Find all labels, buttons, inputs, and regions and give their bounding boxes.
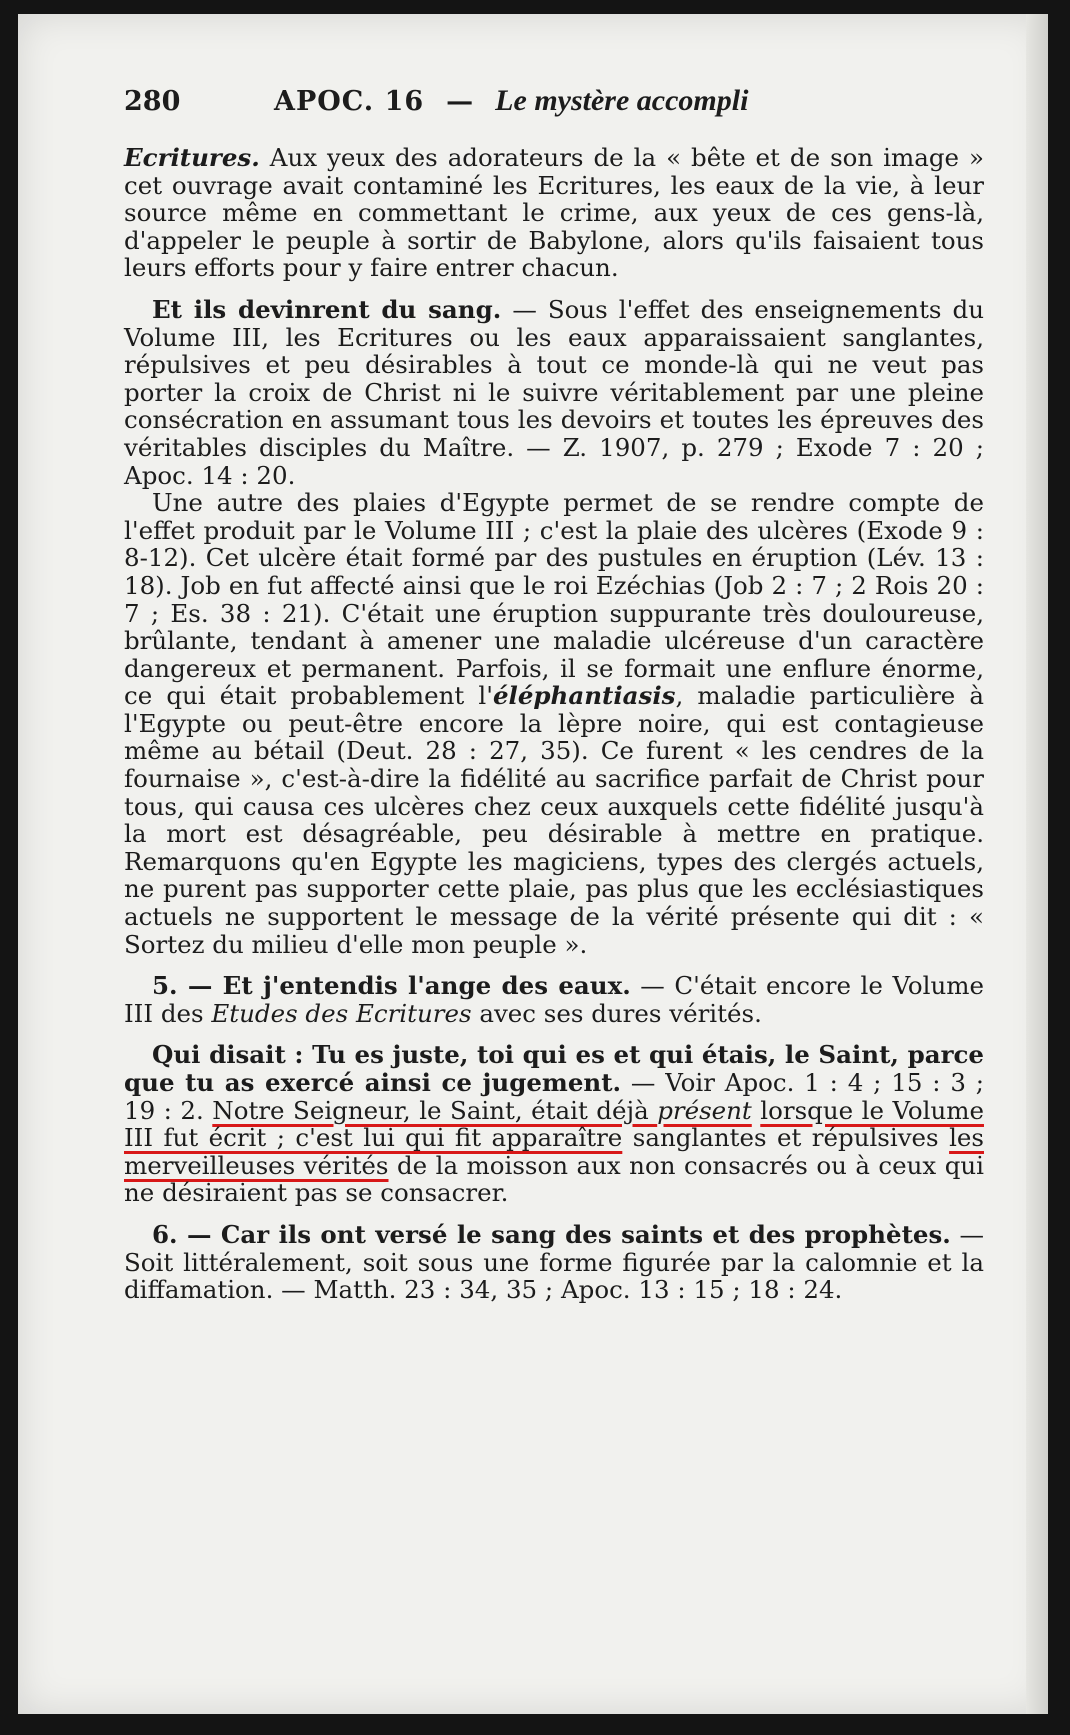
page-number: 280 [124, 86, 181, 117]
paragraph-plaie-ulceres [124, 489, 984, 958]
verse-lead: 6. — Car ils ont versé le sang des saints et des prophètes. [152, 1219, 951, 1249]
lead-ecritures: Ecritures. [124, 143, 260, 172]
paragraph-text: , maladie particulière à l'Egypte ou peut-être encore la lèpre noire, qui est contagieuse même au bétail (Deut. 28 : 27, 35). Ce furent « les cendres de la fournaise », c'est-à-dire la fidélité au sacrifice parfait de Christ pour tous, qui causa ces ulcères chez ceux auxquels cette fidélité jusqu'à la mort est désagréable, peu désirable à mettre en pratique. Remarquons qu'en Egypte les magiciens, types des clergés actuels, ne purent pas supporter cette plaie, pas plus que les ecclésiastiques actuels ne supportent le message de la vérité présente qui dit : « Sortez du milieu d'elle mon peuple ». [124, 681, 985, 959]
paragraph-text: avec ses dures vérités. [471, 998, 762, 1028]
paragraph-verse-6 [124, 1221, 984, 1304]
book-reference: APOC. 16 [274, 86, 425, 117]
paragraph-qui-disait [124, 1041, 984, 1207]
verse-lead: Et ils devinrent du sang. [152, 294, 502, 324]
paragraph-text: — Soit littéralement, soit sous une forme figurée par la calomnie et la diffamation. — Matth. 23 : 34, 35 ; Apoc. 13 : 15 ; 18 : 24. [124, 1219, 984, 1305]
term-elephantiasis: éléphantiasis [492, 681, 676, 711]
paragraph-text: — Voir Apoc. 1 : 4 ; 15 : 3 ; 19 : 2. [124, 1068, 984, 1125]
book-title-italic: Etudes des Ecritures [211, 998, 472, 1028]
underlined-passage: lorsque le Volume III fut écrit ; c'est lui qui fit apparaître [124, 1095, 984, 1153]
underlined-text: Notre Seigneur, le Saint, était déjà [212, 1095, 658, 1125]
paragraph-text: — C'était encore le Volume III des [124, 971, 984, 1028]
paragraph-text: Une autre des plaies d'Egypte permet de se rendre compte de l'effet produit par le Volume III ; c'est la plaie des ulcères (Exode 9 : 8-12). Cet ulcère était formé par des pustules en éruption (Lév. 13 : 18). Job en fut affecté ainsi que le roi Ezéchias (Job 2 : 7 ; 2 Rois 20 : 7 ; Es. 38 : 21). C'était une éruption suppurante très douloureuse, brûlante, tendant à amener une maladie ulcéreuse d'un caractère dangereux et permanent. Parfois, il se formait une enflure énorme, ce qui était probablement l' [124, 488, 984, 711]
paragraph-text: — Sous l'effet des enseignements du Volume III, les Ecritures ou les eaux apparaissaient sanglantes, répulsives et peu désirables à tout ce monde-là qui ne veut pas porter la croix de Christ ni le suivre véritablement par une pleine consécration en assumant tous les devoirs et toutes les épreuves des véritables disciples du Maître. — Z. 1907, p. 279 ; Exode 7 : 20 ; Apoc. 14 : 20. [124, 294, 984, 490]
paragraph-ecritures [124, 144, 984, 282]
running-header [124, 84, 984, 144]
paragraph-text: Aux yeux des adorateurs de la « bête et de son image » cet ouvrage avait contaminé les Ecritures, les eaux de la vie, à leur source même en commettant le crime, aux yeux de ces gens-là, d'appeler le peuple à sortir de Babylone, alors qu'ils faisaient tous leurs efforts pour y faire entrer chacun. [124, 143, 984, 283]
book-page [18, 14, 1048, 1714]
underlined-italic: présent [657, 1095, 752, 1125]
paragraph-text: de la moisson aux non consacrés ou à ceux qui ne désiraient pas se consacrer. [124, 1150, 984, 1208]
verse-lead: 5. — Et j'entendis l'ange des eaux. [152, 971, 631, 1001]
verse-lead: Qui disait : Tu es juste, toi qui es et qui étais, le Saint, parce que tu as exercé ainsi ce jugement. [124, 1040, 984, 1097]
page-content [124, 84, 984, 1304]
paragraph-text [752, 1096, 761, 1125]
paragraph-verse-5 [124, 972, 984, 1027]
header-dash: — [446, 86, 474, 117]
paragraph-text: sanglantes et répulsives [622, 1123, 950, 1153]
page-edge-shadow [1026, 14, 1048, 1714]
paragraph-devinrent-du-sang [124, 296, 984, 489]
chapter-title: Le mystère accompli [495, 84, 749, 117]
underlined-passage: les merveilleuses vérités [124, 1123, 984, 1180]
underlined-passage [212, 1096, 751, 1125]
